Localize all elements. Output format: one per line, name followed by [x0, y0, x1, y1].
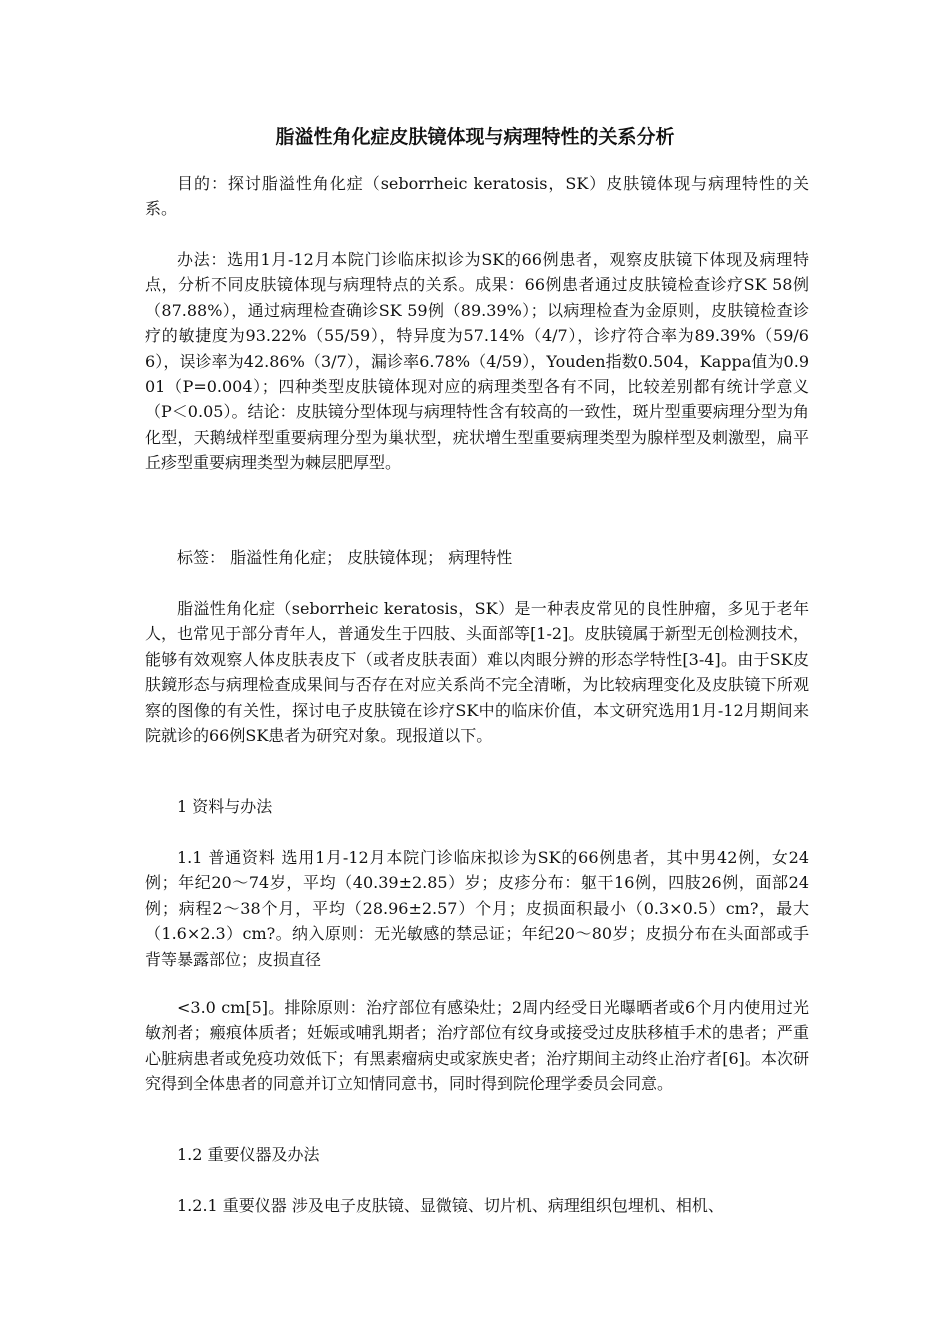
paragraph-intro: 脂溢性角化症（seborrheic keratosis，SK）是一种表皮常见的良性肿瘤，多见于老年人，也常见于部分青年人，普通发生于四肢、头面部等[1-2]。皮肤镜属于新型无创检测技术，能够有效观察人体皮肤表皮下（或者皮肤表面）难以肉眼分辨的形态学特性[3-4]。由于SK皮肤鏡形态与病理检查成果间与否存在对应关系尚不完全清晰，为比较病理变化及皮肤镜下所观察的图像的有关性，探讨电子皮肤镜在诊疗SK中的临床价值，本文研究选用1月-12月期间来院就诊的66例SK患者为研究对象。现报道以下。 [145, 599, 809, 746]
paragraph-abstract: 办法：选用1月-12月本院门诊临床拟诊为SK的66例患者，观察皮肤镜下体现及病理特点，分析不同皮肤镜体现与病理特点的关系。成果：66例患者通过皮肤镜检查诊疗SK 58例（87.88%），通过病理检查确诊SK 59例（89.39%）；以病理检查为金原则，皮肤镜检查诊疗的敏捷度为93.22%（55/59），特异度为57.14%（4/7），诊疗符合率为89.39%（59/66），误诊率为42.86%（3/7），漏诊率6.78%（4/59），Youden指数0.504，Kappa值为0.901（P=0.004）；四种类型皮肤镜体现对应的病理类型各有不同，比较差别都有统计学意义（P＜0.05）。结论：皮肤镜分型体现与病理特性含有较高的一致性，斑片型重要病理分型为角化型，天鹅绒样型重要病理分型为巢状型，疣状增生型重要病理类型为腺样型及刺激型，扁平丘疹型重要病理类型为棘层肥厚型。 [145, 250, 809, 473]
paragraph-instruments: 1.2.1 重要仪器 涉及电子皮肤镜、显微镜、切片机、病理组织包埋机、相机、 [177, 1196, 724, 1215]
paragraph-keywords: 标签： 脂溢性角化症； 皮肤镜体现； 病理特性 [177, 548, 513, 567]
paragraph-exclusion-criteria: <3.0 cm[5]。排除原则：治疗部位有感染灶；2周内经受日光曝晒者或6个月内使用过光敏剂者；瘢痕体质者；妊娠或哺乳期者；治疗部位有纹身或接受过皮肤移植手术的患者；严重心脏病患者或免疫功效低下；有黑素瘤病史或家族史者；治疗期间主动终止治疗者[6]。本次研究得到全体患者的同意并订立知情同意书，同时得到院伦理学委员会同意。 [145, 998, 809, 1094]
section-heading-instruments: 1.2 重要仪器及办法 [177, 1145, 320, 1164]
paragraph-objective: 目的：探讨脂溢性角化症（seborrheic keratosis，SK）皮肤镜体现与病理特性的关系。 [145, 174, 809, 219]
section-heading-materials: 1 资料与办法 [177, 797, 273, 816]
document-title: 脂溢性角化症皮肤镜体现与病理特性的关系分析 [275, 126, 675, 148]
paragraph-general-data: 1.1 普通资料 选用1月-12月本院门诊临床拟诊为SK的66例患者，其中男42例，女24例；年纪20～74岁，平均（40.39±2.85）岁；皮疹分布：躯干16例，四肢26例，面部24例；病程2～38个月，平均（28.96±2.57）个月；皮损面积最小（0.3×0.5）cm?，最大（1.6×2.3）cm?。纳入原则：无光敏感的禁忌证；年纪20～80岁；皮损分布在头面部或手背等暴露部位；皮损直径 [145, 848, 809, 969]
